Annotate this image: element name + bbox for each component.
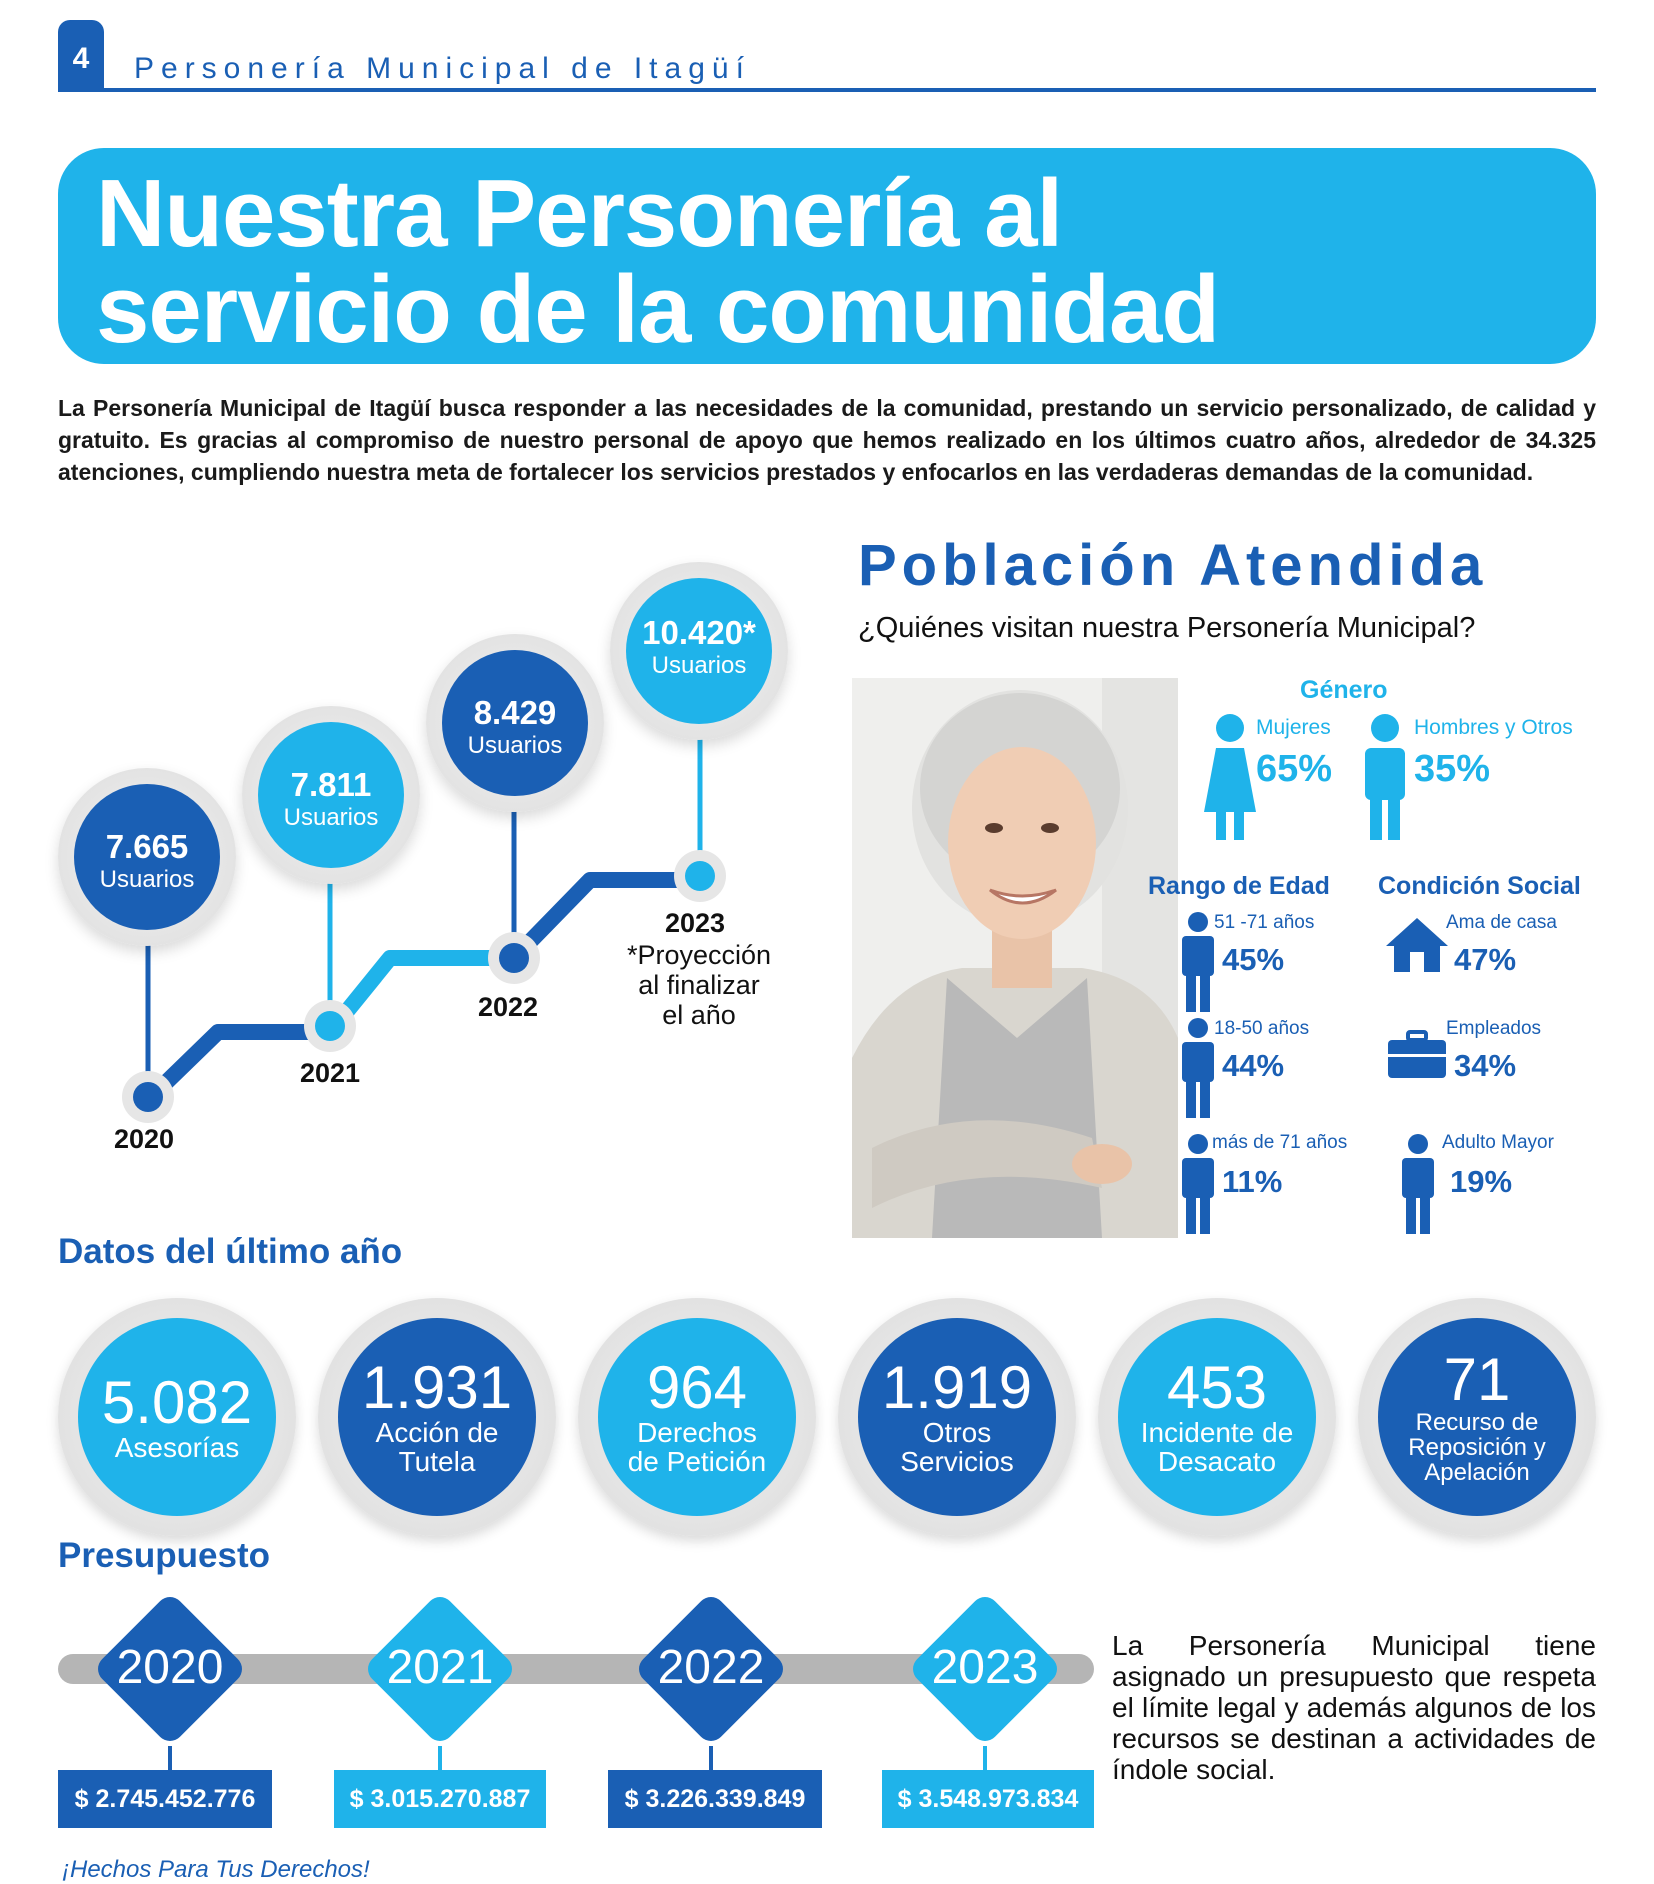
genero-hombres-label: Hombres y Otros — [1414, 716, 1573, 739]
marker-2022 — [488, 932, 540, 984]
datos-title: Datos del último año — [58, 1232, 403, 1271]
stat-peticion-value: 964 — [646, 1354, 748, 1421]
stat-reposicion-value: 71 — [1443, 1345, 1511, 1413]
presupuesto-amount-2021: $ 3.015.270.887 — [334, 1770, 546, 1828]
year-label-2021: 2021 — [300, 1058, 361, 1088]
male-icon — [1360, 712, 1410, 842]
stat-reposicion: 71 Recurso de Reposición y Apelación — [1358, 1298, 1596, 1536]
genero-hombres-pct: 35% — [1414, 748, 1491, 790]
stat-otros-value: 1.919 — [881, 1354, 1033, 1421]
person-icon-51-71 — [1180, 912, 1216, 1012]
bubble-2020-value: 7.665 — [105, 828, 189, 865]
bubble-2020 — [58, 768, 236, 946]
person-icon-18-50 — [1180, 1018, 1216, 1118]
edad-heading: Rango de Edad — [1148, 872, 1330, 900]
page-title — [96, 160, 1576, 363]
bubble-2023 — [610, 562, 788, 740]
marker-2023 — [674, 850, 726, 902]
stat-tutela-value: 1.931 — [361, 1354, 513, 1421]
bubble-2023-value: 10.420* — [642, 614, 756, 651]
page-title-line-2: servicio de la comunidad — [96, 256, 1220, 363]
bubble-2021-unit: Usuarios — [283, 804, 379, 831]
marker-2021 — [304, 1000, 356, 1052]
stat-peticion: 964 Derechos de Petición — [578, 1298, 816, 1536]
person-icon-adulto-mayor — [1400, 1134, 1436, 1234]
genero-mujeres-label: Mujeres — [1256, 716, 1331, 739]
bubble-2022-value: 8.429 — [473, 694, 557, 731]
condicion-heading: Condición Social — [1378, 872, 1581, 900]
female-icon — [1200, 712, 1260, 842]
bubble-2021 — [242, 706, 420, 884]
presupuesto-amount-2022: $ 3.226.339.849 — [608, 1770, 822, 1828]
presupuesto-year-2023: 2023 — [931, 1641, 1039, 1694]
edad-51-71-label: 51 -71 años — [1214, 912, 1315, 933]
marker-2020 — [122, 1071, 174, 1123]
edad-18-50-label: 18-50 años — [1214, 1018, 1310, 1039]
stat-tutela: 1.931 Acción de Tutela — [318, 1298, 556, 1536]
presupuesto-amount-2020: $ 2.745.452.776 — [58, 1770, 272, 1828]
edad-71-plus-label: más de 71 años — [1212, 1132, 1348, 1153]
condicion-ama-pct: 47% — [1454, 942, 1517, 977]
poblacion-subtitle: ¿Quiénes visitan nuestra Personería Municipal? — [858, 612, 1476, 644]
bubble-2021-value: 7.811 — [290, 766, 372, 803]
page-number: 4 — [58, 20, 104, 92]
bubble-2022 — [426, 634, 604, 812]
condicion-empleados-label: Empleados — [1446, 1018, 1542, 1039]
page-title-line-1: Nuestra Personería al — [96, 160, 1063, 267]
poblacion-title: Población Atendida — [858, 533, 1488, 598]
stat-asesorias-label: Asesorías — [114, 1431, 240, 1463]
briefcase-icon — [1386, 1030, 1448, 1080]
intro-paragraph: La Personería Municipal de Itagüí busca responder a las necesidades de la comunidad, prestando un servicio personalizado, de calidad y gratuito. Es gracias al compromiso de nuestro personal de apoyo que hemos realizado en los últimos cuatro años, alrededor de 34.325 atenciones, cumpliendo nuestra meta de fortalecer los servicios prestados y enfocarlos en las verdaderas demandas de la comunidad. — [58, 395, 1596, 485]
year-label-2022: 2022 — [478, 992, 539, 1022]
condicion-adulto-label: Adulto Mayor — [1442, 1132, 1554, 1153]
presupuesto-description: La Personería Municipal tiene asignado un presupuesto que respeta el límite legal y además algunos de los recursos se destinan a actividades de índole social. — [1112, 1630, 1596, 1785]
presupuesto-year-2020: 2020 — [116, 1641, 224, 1694]
projection-note: *Proyección al finalizar el año — [626, 940, 772, 1030]
bubble-2023-unit: Usuarios — [651, 652, 747, 679]
stat-desacato: 453 Incidente de Desacato — [1098, 1298, 1336, 1536]
footer-slogan: ¡Hechos Para Tus Derechos! — [62, 1856, 370, 1883]
stat-desacato-value: 453 — [1166, 1354, 1268, 1421]
stat-asesorias — [58, 1298, 296, 1536]
stat-asesorias-value: 5.082 — [101, 1368, 253, 1436]
presupuesto-amount-2023: $ 3.548.973.834 — [882, 1770, 1094, 1828]
condicion-ama-label: Ama de casa — [1446, 912, 1557, 933]
bubble-2022-unit: Usuarios — [467, 732, 563, 759]
edad-51-71-pct: 45% — [1222, 942, 1285, 977]
house-icon — [1384, 916, 1450, 974]
header-divider — [58, 88, 1596, 92]
presupuesto-year-2021: 2021 — [386, 1641, 494, 1694]
condicion-empleados-pct: 34% — [1454, 1048, 1517, 1083]
stat-otros: 1.919 Otros Servicios — [838, 1298, 1076, 1536]
presupuesto-title: Presupuesto — [58, 1536, 270, 1575]
genero-mujeres-pct: 65% — [1256, 748, 1333, 790]
presupuesto-year-2022: 2022 — [657, 1641, 765, 1694]
year-label-2020: 2020 — [114, 1124, 175, 1154]
edad-71-plus-pct: 11% — [1222, 1164, 1283, 1199]
bubble-2020-unit: Usuarios — [99, 866, 195, 893]
header-title: Personería Municipal de Itagüí — [134, 52, 751, 85]
year-label-2023: 2023 — [665, 908, 726, 938]
edad-18-50-pct: 44% — [1222, 1048, 1285, 1083]
senior-woman-photo — [852, 678, 1178, 1238]
person-icon-71-plus — [1180, 1134, 1216, 1234]
condicion-adulto-pct: 19% — [1450, 1164, 1513, 1199]
genero-heading: Género — [1300, 676, 1388, 704]
